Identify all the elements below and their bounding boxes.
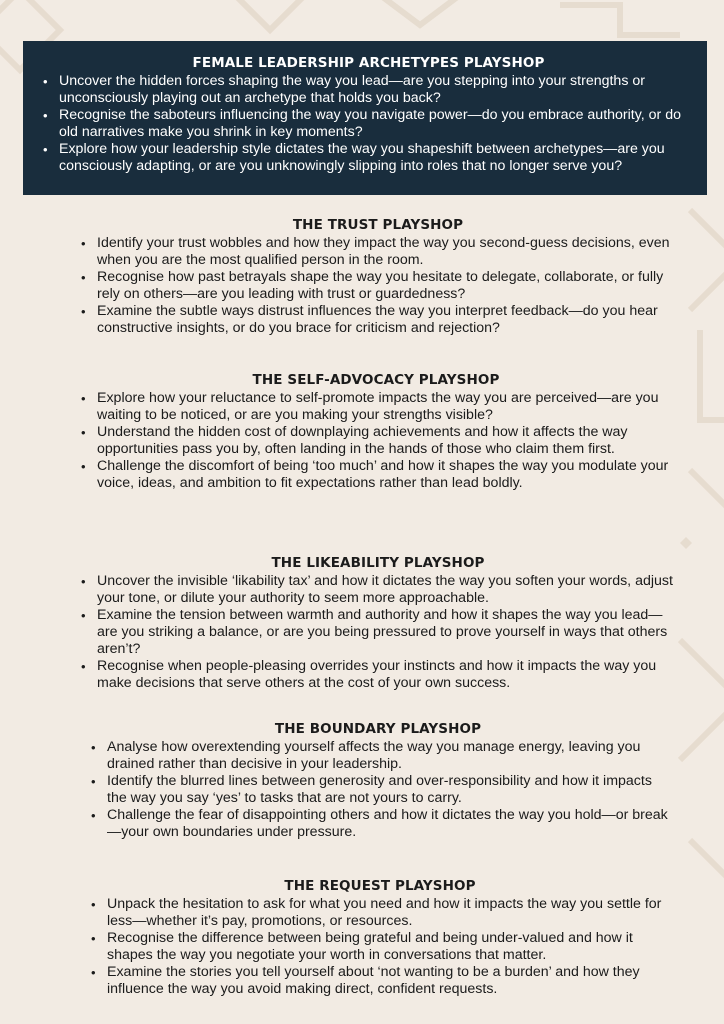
bullet-list [88, 739, 668, 841]
list-item: • Explore how your leadership style dictates the way you shapeshift between archetypes—are you consciously adapting, or are you unknowingly slipping into roles that no longer serve you? [40, 141, 697, 175]
list-item: • Recognise when people-pleasing overrides your instincts and how it impacts the way you make decisions that serve others at the cost of your own success. [78, 658, 678, 692]
trust-playshop-section [78, 217, 678, 337]
section-title: THE TRUST PLAYSHOP [292, 217, 464, 233]
self-advocacy-playshop-section [78, 372, 674, 492]
bullet-list [78, 235, 678, 337]
list-item: • Explore how your reluctance to self-promote impacts the way you are perceived—are you waiting to be noticed, or are you making your strengths visible? [78, 390, 674, 424]
list-item: • Challenge the fear of disappointing others and how it dictates the way you hold—or break—your own boundaries under pressure. [88, 807, 668, 841]
bullet-list [40, 73, 697, 175]
likeability-playshop-section [78, 555, 678, 692]
list-item: • Uncover the hidden forces shaping the way you lead—are you stepping into your strengths or unconsciously playing out an archetype that holds you back? [40, 73, 697, 107]
list-item: • Challenge the discomfort of being ‘too much’ and how it shapes the way you modulate your voice, ideas, and ambition to fit expectations rather than lead boldly. [78, 458, 674, 492]
request-playshop-section [88, 878, 672, 998]
bullet-list [88, 896, 672, 998]
archetypes-playshop-section [23, 41, 707, 195]
list-item: • Examine the stories you tell yourself about ‘not wanting to be a burden’ and how they influence the way you avoid making direct, confident requests. [88, 964, 672, 998]
list-item: • Understand the hidden cost of downplaying achievements and how it affects the way opportunities pass you by, often landing in the hands of those who claim them first. [78, 424, 674, 458]
list-item: • Examine the subtle ways distrust influences the way you interpret feedback—do you hear constructive insights, or do you brace for criticism and rejection? [78, 303, 678, 337]
bullet-list [78, 573, 678, 692]
list-item: • Identify your trust wobbles and how they impact the way you second-guess decisions, even when you are the most qualified person in the room. [78, 235, 678, 269]
list-item: • Examine the tension between warmth and authority and how it shapes the way you lead—are you striking a balance, or are you being pressured to prove yourself in ways that others aren’t? [78, 607, 678, 658]
section-title: THE REQUEST PLAYSHOP [284, 878, 476, 894]
section-title: FEMALE LEADERSHIP ARCHETYPES PLAYSHOP [192, 55, 545, 71]
list-item: • Analyse how overextending yourself affects the way you manage energy, leaving you drained rather than decisive in your leadership. [88, 739, 668, 773]
list-item: • Recognise how past betrayals shape the way you hesitate to delegate, collaborate, or fully rely on others—are you leading with trust or guardedness? [78, 269, 678, 303]
section-title: THE BOUNDARY PLAYSHOP [274, 721, 482, 737]
section-title: THE LIKEABILITY PLAYSHOP [271, 555, 485, 571]
list-item: • Identify the blurred lines between generosity and over-responsibility and how it impacts the way you say ‘yes’ to tasks that are not yours to carry. [88, 773, 668, 807]
section-title: THE SELF-ADVOCACY PLAYSHOP [252, 372, 500, 388]
bullet-list [78, 390, 674, 492]
list-item: • Uncover the invisible ‘likability tax’ and how it dictates the way you soften your words, adjust your tone, or dilute your authority to seem more approachable. [78, 573, 678, 607]
boundary-playshop-section [88, 721, 668, 841]
list-item: • Recognise the difference between being grateful and being under-valued and how it shapes the way you negotiate your worth in conversations that matter. [88, 930, 672, 964]
list-item: • Unpack the hesitation to ask for what you need and how it impacts the way you settle for less—whether it’s pay, promotions, or resources. [88, 896, 672, 930]
list-item: • Recognise the saboteurs influencing the way you navigate power—do you embrace authority, or do old narratives make you shrink in key moments? [40, 107, 697, 141]
